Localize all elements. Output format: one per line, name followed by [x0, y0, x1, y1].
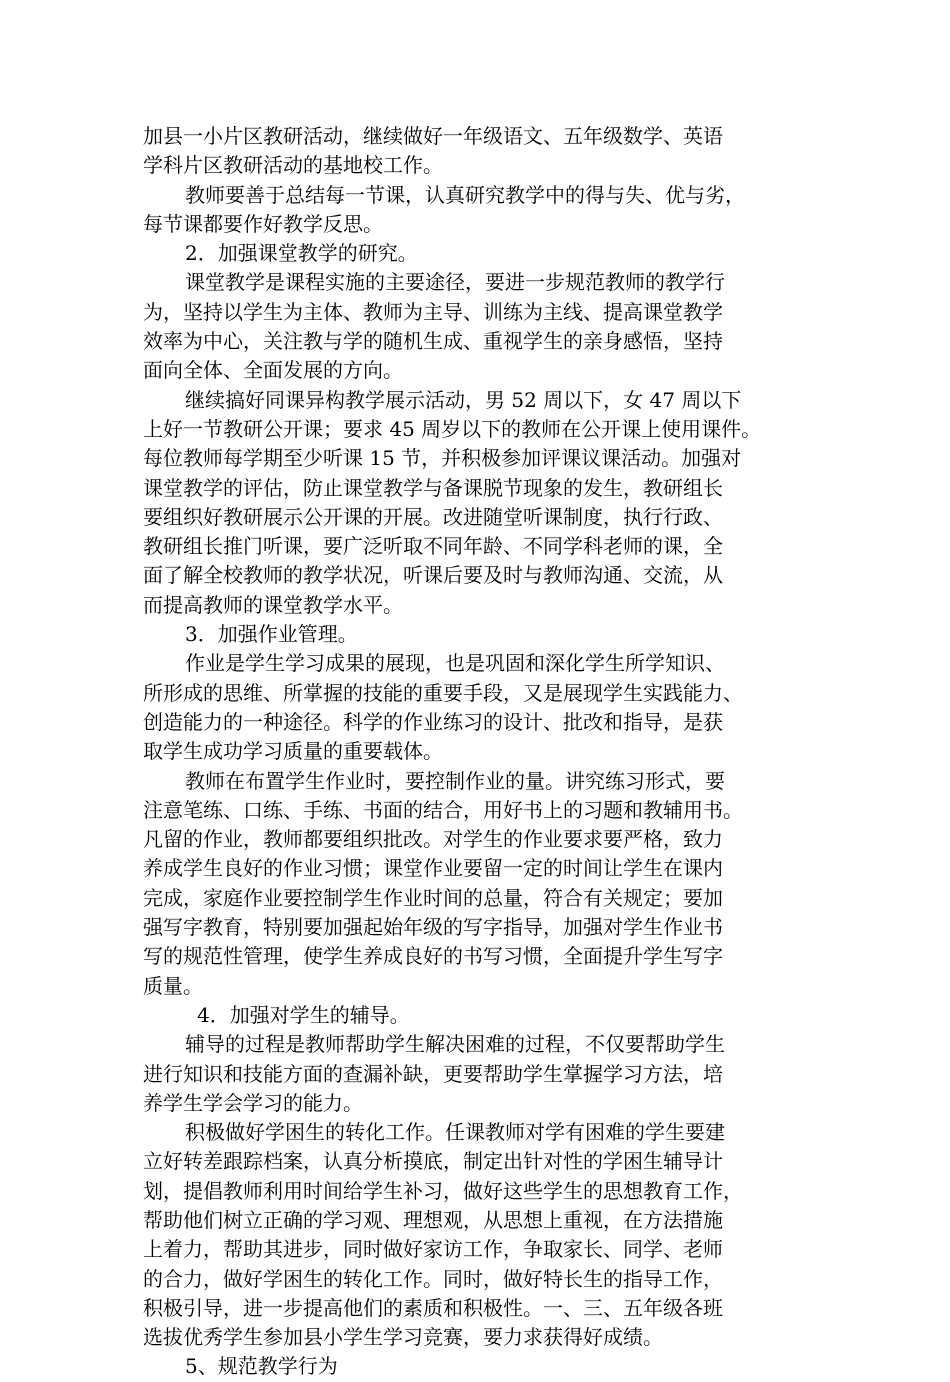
text-line: 3．加强作业管理。 — [185, 622, 358, 647]
text-line: 养成学生良好的作业习惯；课堂作业要留一定的时间让学生在课内 — [143, 856, 723, 881]
text-line: 进行知识和技能方面的查漏补缺，更要帮助学生掌握学习方法，培 — [143, 1061, 723, 1086]
text-line: 凡留的作业，教师都要组织批改。对学生的作业要求要严格，致力 — [143, 827, 723, 852]
text-line: 效率为中心，关注教与学的随机生成、重视学生的亲身感悟，坚持 — [143, 329, 723, 354]
text-line: 质量。 — [143, 973, 203, 998]
text-line: 的合力，做好学困生的转化工作。同时，做好特长生的指导工作， — [143, 1266, 723, 1291]
text-line: 强写字教育，特别要加强起始年级的写字指导，加强对学生作业书 — [143, 915, 723, 940]
text-line: 面向全体、全面发展的方向。 — [143, 358, 403, 383]
text-line: 4．加强对学生的辅导。 — [197, 1002, 410, 1027]
text-line: 要组织好教研展示公开课的开展。改进随堂听课制度，执行行政、 — [143, 504, 723, 529]
text-line: 上好一节教研公开课；要求 45 周岁以下的教师在公开课上使用课件。 — [143, 416, 762, 441]
text-line: 教师在布置学生作业时，要控制作业的量。讲究练习形式，要 — [185, 768, 725, 793]
text-line: 取学生成功学习质量的重要载体。 — [143, 739, 443, 764]
text-line: 2．加强课堂教学的研究。 — [185, 241, 418, 266]
text-line: 加县一小片区教研活动，继续做好一年级语文、五年级数学、英语 — [143, 124, 723, 148]
text-line: 每节课都要作好教学反思。 — [143, 211, 383, 236]
text-line: 积极引导，进一步提高他们的素质和积极性。一、三、五年级各班 — [143, 1295, 723, 1320]
text-line: 积极做好学困生的转化工作。任课教师对学有困难的学生要建 — [185, 1120, 725, 1145]
text-line: 课堂教学是课程实施的主要途径，要进一步规范教师的教学行 — [185, 270, 725, 295]
text-line: 完成，家庭作业要控制学生作业时间的总量，符合有关规定；要加 — [143, 885, 723, 910]
text-line: 作业是学生学习成果的展现，也是巩固和深化学生所学知识、 — [185, 651, 725, 676]
text-line: 面了解全校教师的教学状况，听课后要及时与教师沟通、交流，从 — [143, 563, 723, 588]
text-line: 立好转差跟踪档案，认真分析摸底，制定出针对性的学困生辅导计 — [143, 1149, 723, 1174]
text-line: 教师要善于总结每一节课，认真研究教学中的得与失、优与劣， — [185, 182, 745, 207]
text-line: 选拔优秀学生参加县小学生学习竞赛，要力求获得好成绩。 — [143, 1325, 663, 1350]
text-line: 划，提倡教师利用时间给学生补习，做好这些学生的思想教育工作， — [143, 1178, 743, 1203]
text-line: 帮助他们树立正确的学习观、理想观，从思想上重视，在方法措施 — [143, 1207, 723, 1232]
text-line: 5、规范教学行为 — [185, 1354, 338, 1379]
text-line: 上着力，帮助其进步，同时做好家访工作，争取家长、同学、老师 — [143, 1237, 723, 1262]
text-line: 学科片区教研活动的基地校工作。 — [143, 153, 443, 178]
text-line: 创造能力的一种途径。科学的作业练习的设计、批改和指导，是获 — [143, 709, 723, 734]
text-line: 注意笔练、口练、手练、书面的结合，用好书上的习题和教辅用书。 — [143, 797, 743, 822]
text-line: 所形成的思维、所掌握的技能的重要手段，又是展现学生实践能力、 — [143, 680, 743, 705]
text-line: 继续搞好同课异构教学展示活动，男 52 周以下，女 47 周以下 — [185, 387, 742, 412]
text-line: 辅导的过程是教师帮助学生解决困难的过程，不仅要帮助学生 — [185, 1032, 725, 1057]
text-line: 而提高教师的课堂教学水平。 — [143, 592, 403, 617]
text-line: 养学生学会学习的能力。 — [143, 1090, 363, 1115]
document-body — [143, 122, 808, 1382]
text-line: 教研组长推门听课，要广泛听取不同年龄、不同学科老师的课，全 — [143, 534, 723, 559]
text-line: 写的规范性管理，使学生养成良好的书写习惯，全面提升学生写字 — [143, 944, 723, 969]
text-line: 为，坚持以学生为主体、教师为主导、训练为主线、提高课堂教学 — [143, 299, 723, 324]
text-line: 课堂教学的评估，防止课堂教学与备课脱节现象的发生，教研组长 — [143, 475, 723, 500]
text-line: 每位教师每学期至少听课 15 节，并积极参加评课议课活动。加强对 — [143, 446, 742, 471]
